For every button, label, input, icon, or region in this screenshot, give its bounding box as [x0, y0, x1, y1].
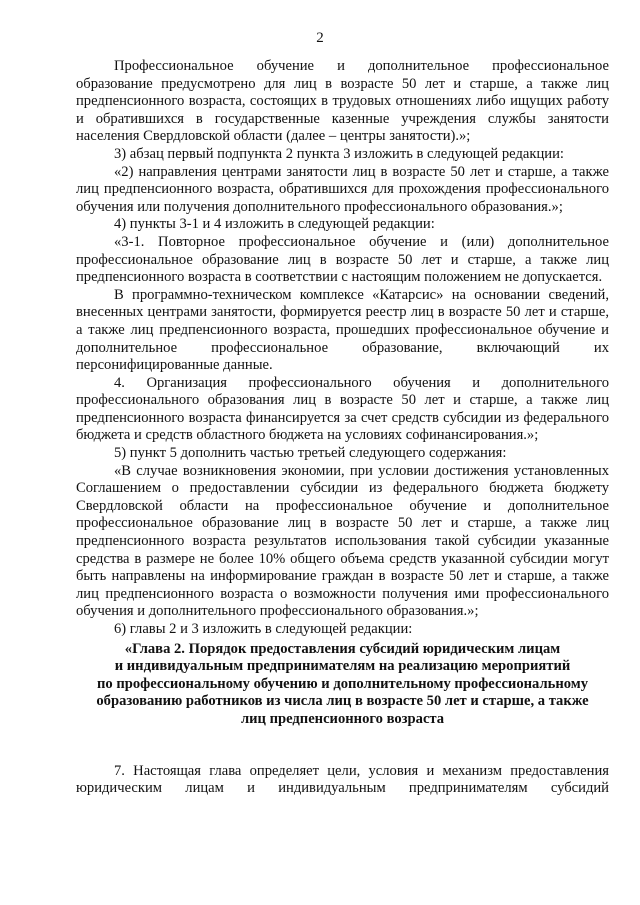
chapter-heading-line: лиц предпенсионного возраста — [240, 710, 445, 727]
closing-section — [76, 763, 609, 798]
paragraph: «2) направления центрами занятости лиц в возрасте 50 лет и старше, а также лиц предпенсионного возраста, обратившихся для прохождения профессионального обучения или получения дополнительного профессионального образования.»; — [76, 163, 609, 215]
chapter-heading-line: образованию работников из числа лиц в возрасте 50 лет и старше, а также — [96, 693, 589, 710]
paragraph: 5) пункт 5 дополнить частью третьей следующего содержания: — [114, 445, 507, 462]
closing-paragraph: 7. Настоящая глава определяет цели, условия и механизм предоставления юридическим лицам и индивидуальным предпринимателям субсидий — [76, 762, 609, 797]
paragraph: В программно-техническом комплексе «Катарсис» на основании сведений, внесенных центрами занятости, формируется реестр лиц в возрасте 50 лет и старше, а также лиц предпенсионного возраста, прошедших профессиональное обучение и дополнительное профессиональное образование, включающий их персонифицированные данные. — [76, 286, 609, 374]
paragraph: 3) абзац первый подпункта 2 пункта 3 изложить в следующей редакции: — [114, 145, 564, 162]
chapter-heading-line: «Глава 2. Порядок предоставления субсидий юридическим лицам — [124, 640, 561, 657]
spacer — [76, 729, 609, 763]
paragraph: 4) пункты 3-1 и 4 изложить в следующей редакции: — [114, 216, 435, 233]
chapter-heading — [76, 641, 609, 729]
paragraph: «3-1. Повторное профессиональное обучение и (или) дополнительное профессиональное образование лиц в возрасте 50 лет и старше, а также лиц предпенсионного возраста в соответствии с настоящим положением не допускается. — [76, 233, 609, 286]
paragraph: Профессиональное обучение и дополнительное профессиональное образование предусмотрено для лиц в возрасте 50 лет и старше, а также лиц предпенсионного возраста, состоящих в трудовых отношениях либо ищущих работу и обратившихся в государственные казенные учреждения службы занятости населения Свердловской области (далее – центры занятости).»; — [76, 58, 609, 145]
paragraph: 6) главы 2 и 3 изложить в следующей редакции: — [114, 621, 413, 637]
chapter-heading-line: по профессиональному обучению и дополнительному профессиональному — [96, 675, 589, 692]
paragraph: 4. Организация профессионального обучения и дополнительного профессионального образования лиц в возрасте 50 лет и старше, а также лиц предпенсионного возраста финансируется за счет средств субсидии из федерального бюджета и средств областного бюджета на условиях софинансирования.»; — [76, 374, 609, 444]
chapter-heading-line: и индивидуальным предпринимателям на реализацию мероприятий — [114, 658, 571, 675]
document-body — [76, 58, 609, 798]
page-number: 2 — [316, 30, 324, 46]
paragraph: «В случае возникновения экономии, при условии достижения установленных Соглашением о предоставлении субсидии из федерального бюджета бюджету Свердловской области на профессиональное обучение и дополнительное профессиональное образование лиц в возрасте 50 лет и старше, а также лиц предпенсионного возраста результатов использования такой субсидии указанные средства в размере не более 10% общего объема средств указанной субсидии могут быть направлены на информирование граждан в возрасте 50 лет и старше, а также лиц предпенсионного возраста о возможности получения ими профессионального обучения и дополнительного профессионального образования.»; — [76, 462, 609, 620]
